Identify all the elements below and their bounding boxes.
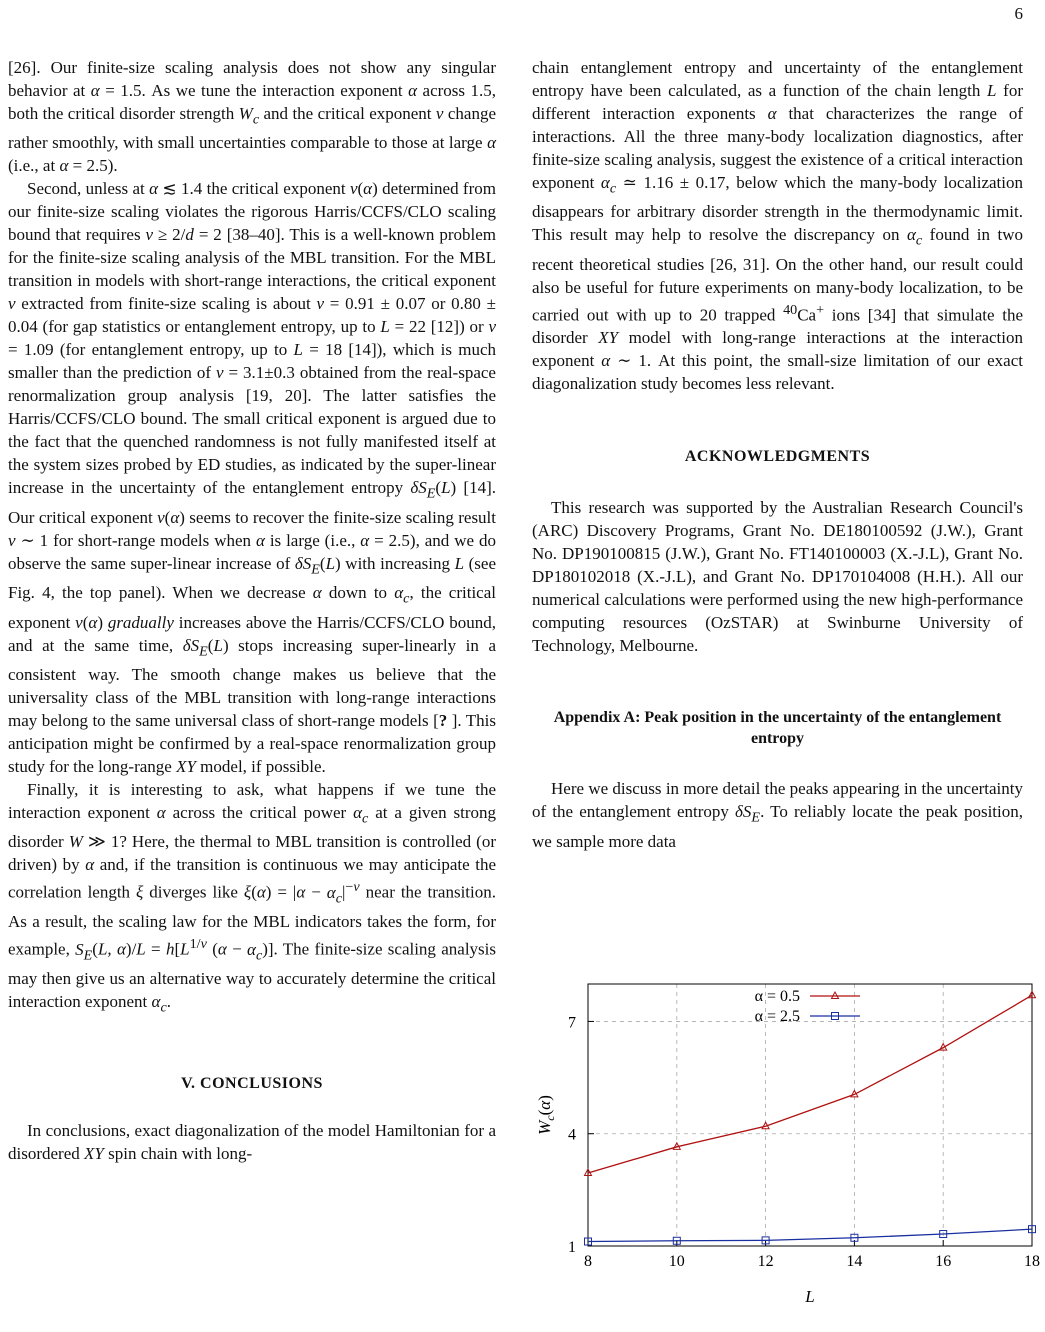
grid [588, 984, 1032, 1246]
series-line-0 [588, 995, 1032, 1173]
acknowledgments-heading: ACKNOWLEDGMENTS [684, 448, 871, 466]
x-tick-label: 8 [584, 1253, 592, 1270]
plot-frame [588, 984, 1032, 1246]
legend-marker [832, 992, 839, 999]
x-tick-label: 10 [668, 1253, 685, 1270]
y-axis-label: $W_c(\alpha)$ [535, 1095, 557, 1135]
appendix-text: Here we discuss in more detail the peaks appearing in the uncertainty of the entanglement entropy $\delta S_E$. To reliably locate the peak position, we sample more data [532, 779, 1023, 851]
x-axis-label: L [805, 1287, 815, 1306]
left-column [8, 56, 496, 1165]
x-tick-label: 16 [935, 1253, 952, 1270]
left-paragraph-4: In conclusions, exact diagonalization of the model Hamiltonian for a disordered XY spin chain with long- [8, 1120, 496, 1163]
right-paragraph-1: chain entanglement entropy and uncertainty of the entanglement entropy have been calculated, as a function of the chain length L for different interaction exponents α that characterizes the range of interactions. All the three many-body localization diagnostics, after finite-size scaling analysis, suggest the existence of a critical interaction exponent $\alpha_c$ ≃ 1.16 ± 0.17, below which the many-body localization disappears for arbitrary disorder strength in the thermodynamic limit. This result may help to resolve the discrepancy on $\alpha_c$ found in two recent theoretical studies [26, 31]. On the other hand, our result could also be useful for future experiments on many-body localization, to be carried out with up to 20 trapped $^{40}$Ca+ ions [34] that simulate the disorder XY model with long-range interactions at the interaction exponent α ∼ 1. At this point, the small-size limitation of our exact diagonalization study becomes less relevant. [532, 58, 1023, 394]
series-line-1 [588, 1229, 1032, 1241]
y-tick-label: 1 [568, 1239, 576, 1256]
figure-wc-vs-l [530, 972, 1040, 1312]
section-heading-conclusions: V. CONCLUSIONS [181, 1074, 323, 1092]
x-tick-label: 14 [846, 1253, 863, 1270]
y-tick-label: 4 [568, 1126, 576, 1144]
line-chart [530, 972, 1040, 1312]
x-tick-label: 18 [1024, 1253, 1040, 1270]
legend-label: α = 0.5 [754, 988, 800, 1005]
left-paragraph-3: Finally, it is interesting to ask, what happens if we tune the interaction exponent α across the critical power $\alpha_c$ at a given strong disorder W ≫ 1? Here, the thermal to MBL transition is controlled (or driven) by α and, if the transition is continuous we may anticipate the correlation length ξ diverges like $\xi(\alpha) = |\alpha - \alpha_c|^{-\nu}$ near the transition. As a result, the scaling law for the MBL indicators takes the form, for example, $S_E(L$, $\alpha)/L = h[L^{1/\nu}$ $(\alpha - \alpha_c)$]. The finite-size scaling analysis may then give us an alternative way to accurately determine the critical interaction exponent $\alpha_c$. [8, 779, 497, 1016]
legend-label: α = 2.5 [754, 1008, 800, 1025]
x-tick-label: 12 [757, 1253, 774, 1270]
acknowledgments-text: This research was supported by the Australian Research Council's (ARC) Discovery Programs, Grant No. DE180100592 (J.W.), Grant No. DP190100815 (J.W.), Grant No. FT140100003 (X.-J.L), Grant No. DP180102018 (X.-J.L), and Grant No. DP170104008 (H.H.). All our numerical calculations were performed using the new high-performance computing resources (OzSTAR) at Swinburne University of Technology, Melbourne. [532, 498, 1023, 656]
right-column [532, 56, 1023, 853]
left-paragraph-1: [26]. Our finite-size scaling analysis does not show any singular behavior at α = 1.5. As we tune the interaction exponent α across 1.5, both the critical disorder strength $W_c$ and the critical exponent ν change rather smoothly, with small uncertainties comparable to those at large α (i.e., at α = 2.5). [8, 58, 497, 176]
appendix-heading: Appendix A: Peak position in the uncertainty of the entanglement entropy [553, 709, 1002, 748]
left-paragraph-2: Second, unless at α ≲ 1.4 the critical exponent ν(α) determined from our finite-size scaling violates the rigorous Harris/CCFS/CLO scaling bound that requires ν ≥ 2/d = 2 [38–40]. This is a well-known problem for the finite-size scaling analysis of the MBL transition. For the MBL transition in models with short-range interactions, the critical exponent ν extracted from finite-size scaling is about ν = 0.91 ± 0.07 or 0.80 ± 0.04 (for gap statistics or entanglement entropy, up to L = 22 [12]) or ν = 1.09 (for entanglement entropy, up to L = 18 [14]), which is much smaller than the prediction of ν = 3.1±0.3 obtained from the real-space renormalization group analysis [19, 20]. The latter satisfies the Harris/CCFS/CLO bound. The small critical exponent is argued due to the fact that the quenched randomness is not fully manifested itself at the system sizes probed by ED studies, as indicated by the super-linear increase in the uncertainty of the entanglement entropy $\delta S_E(L)$ [14]. Our critical exponent ν(α) seems to recover the finite-size scaling result ν ∼ 1 for short-range models when α is large (i.e., α = 2.5), and we do observe the same super-linear increase of $\delta S_E(L)$ with increasing L (see Fig. 4, the top panel). When we decrease α down to $\alpha_c$, the critical exponent ν(α) gradually increases above the Harris/CCFS/CLO bound, and at the same time, $\delta S_E(L)$ stops increasing super-linearly in a consistent way. The smooth change makes us believe that the universality class of the MBL transition with long-range interactions may belong to the same universal class of short-range models [? ]. This anticipation might be confirmed by a real-space renormalization group study for the long-range XY model, if possible. [8, 179, 497, 776]
legend [755, 988, 860, 1025]
series-group [585, 991, 1036, 1245]
page-number: 6 [1014, 4, 1023, 23]
axis-ticks [568, 1014, 1040, 1270]
y-tick-label: 7 [568, 1014, 576, 1032]
